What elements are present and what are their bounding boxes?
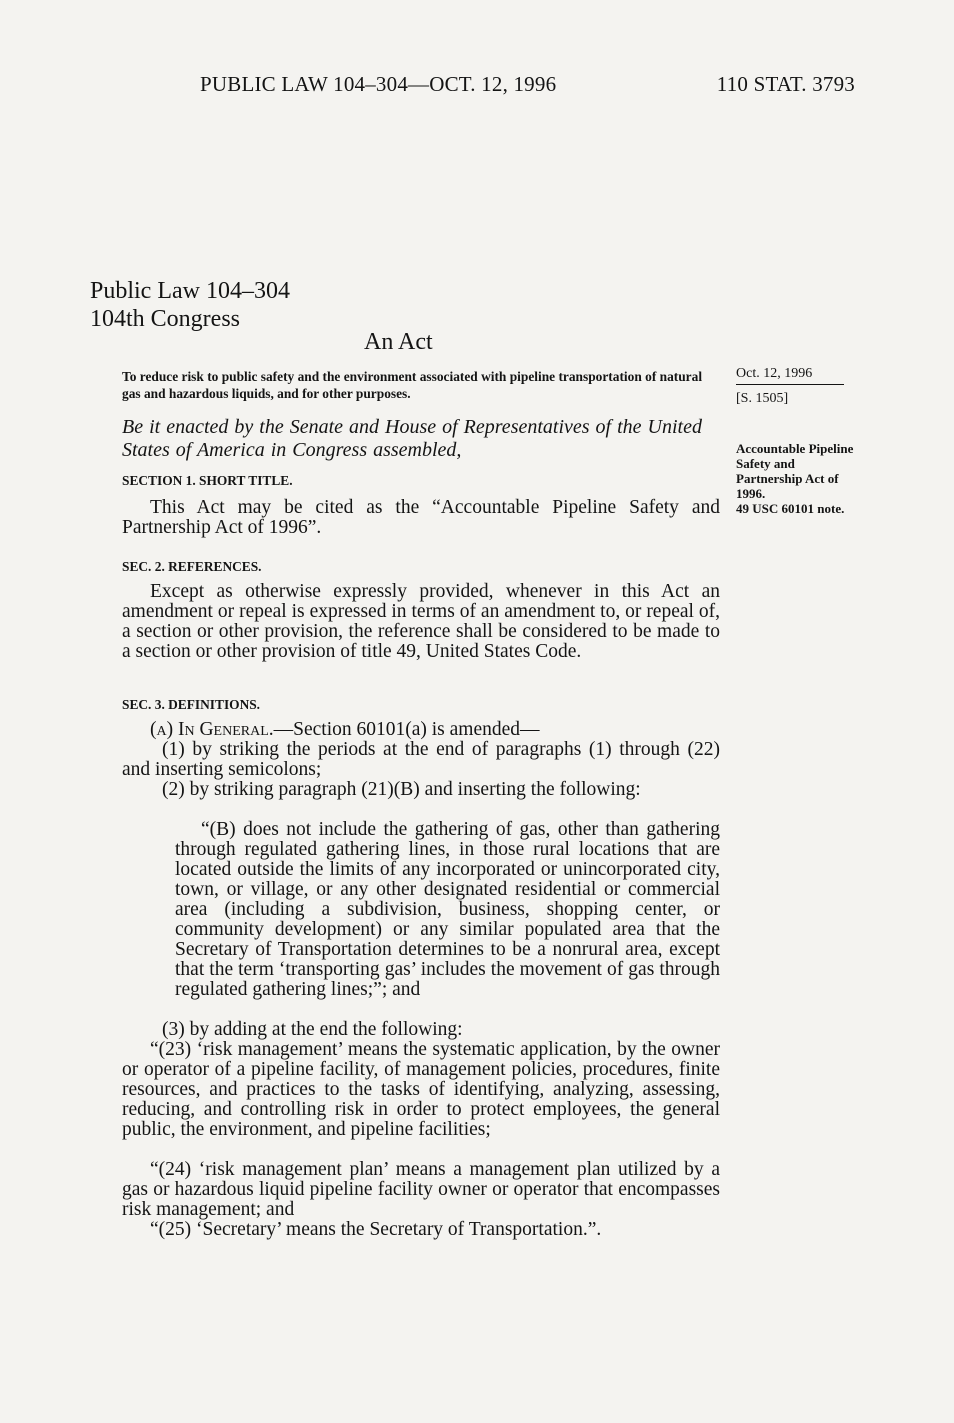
- law-title-block: [90, 277, 290, 333]
- purpose-statement: To reduce risk to public safety and the environment associated with pipeline transportation of natural gas and hazardous liquids, and for other purposes.: [122, 369, 703, 401]
- quoted-subparagraph-b: [175, 820, 720, 1000]
- definition-23: “(23) ‘risk management’ means the systematic application, by the owner or operator of a pipeline facility, of management policies, procedures, finite resources, and practices to the tasks of identifying, analyzing, assessing, reducing, and controlling risk in order to protect employees, the general public, the environment, and pipeline facilities;: [122, 1039, 720, 1140]
- subsection-a-text: —Section 60101(a) is amended—: [273, 719, 540, 740]
- subsection-a-label: (a) In General.: [150, 719, 274, 740]
- section2-heading: SEC. 2. REFERENCES.: [122, 559, 262, 574]
- section3-subsection-a: [122, 720, 720, 740]
- margin-notes: [736, 366, 856, 516]
- quoted-subparagraph-b-text: “(B) does not include the gathering of gas, other than gathering through regulated gathering lines, in those rural locations that are located outside the limits of any incorporated or unincorporated city, town, or village, or any other designated residential or commercial area (including a subdivision, business, shopping center, or community development) or any similar populated area that the Secretary of Transportation determines to be a nonrural area, except that the term ‘transporting gas’ includes the movement of gas through regulated gathering lines;”; and: [175, 819, 720, 1000]
- congress-label: 104th Congress: [90, 306, 240, 332]
- act-title: An Act: [364, 329, 433, 355]
- section1-text: This Act may be cited as the “Accountable Pipeline Safety and Partnership Act of 1996”.: [122, 497, 720, 538]
- paragraph-3: (3) by adding at the end the following:: [162, 1019, 463, 1040]
- section1-heading: SECTION 1. SHORT TITLE.: [122, 473, 293, 488]
- margin-note-usc: 49 USC 60101 note.: [736, 501, 845, 516]
- margin-note-bill: [S. 1505]: [736, 391, 789, 406]
- running-head-right: 110 STAT. 3793: [716, 72, 855, 96]
- paragraph-2: (2) by striking paragraph (21)(B) and inserting the following:: [162, 779, 641, 800]
- section2-text: Except as otherwise expressly provided, whenever in this Act an amendment or repeal is expressed in terms of an amendment to, or repeal of, a section or other provision, the reference shall be considered to be made to a section or other provision of title 49, United States Code.: [122, 581, 720, 662]
- definition-25: “(25) ‘Secretary’ means the Secretary of Transportation.”.: [150, 1219, 602, 1240]
- definition-24: “(24) ‘risk management plan’ means a management plan utilized by a gas or hazardous liquid pipeline facility owner or operator that encompasses risk management; and: [122, 1159, 720, 1220]
- enacting-clause: [122, 416, 722, 462]
- running-head-left: PUBLIC LAW 104–304—OCT. 12, 1996: [200, 72, 557, 96]
- section3-heading: SEC. 3. DEFINITIONS.: [122, 697, 261, 712]
- margin-note-short-title: Accountable Pipeline Safety and Partnership Act of 1996.: [736, 441, 854, 501]
- margin-note-date: Oct. 12, 1996: [736, 366, 844, 385]
- enacting-clause-text: Be it enacted by the Senate and House of Representatives of the United States of America in Congress assembled,: [122, 416, 702, 461]
- law-number: Public Law 104–304: [90, 278, 290, 304]
- paragraph-1: (1) by striking the periods at the end of paragraphs (1) through (22) and inserting semicolons;: [122, 739, 720, 780]
